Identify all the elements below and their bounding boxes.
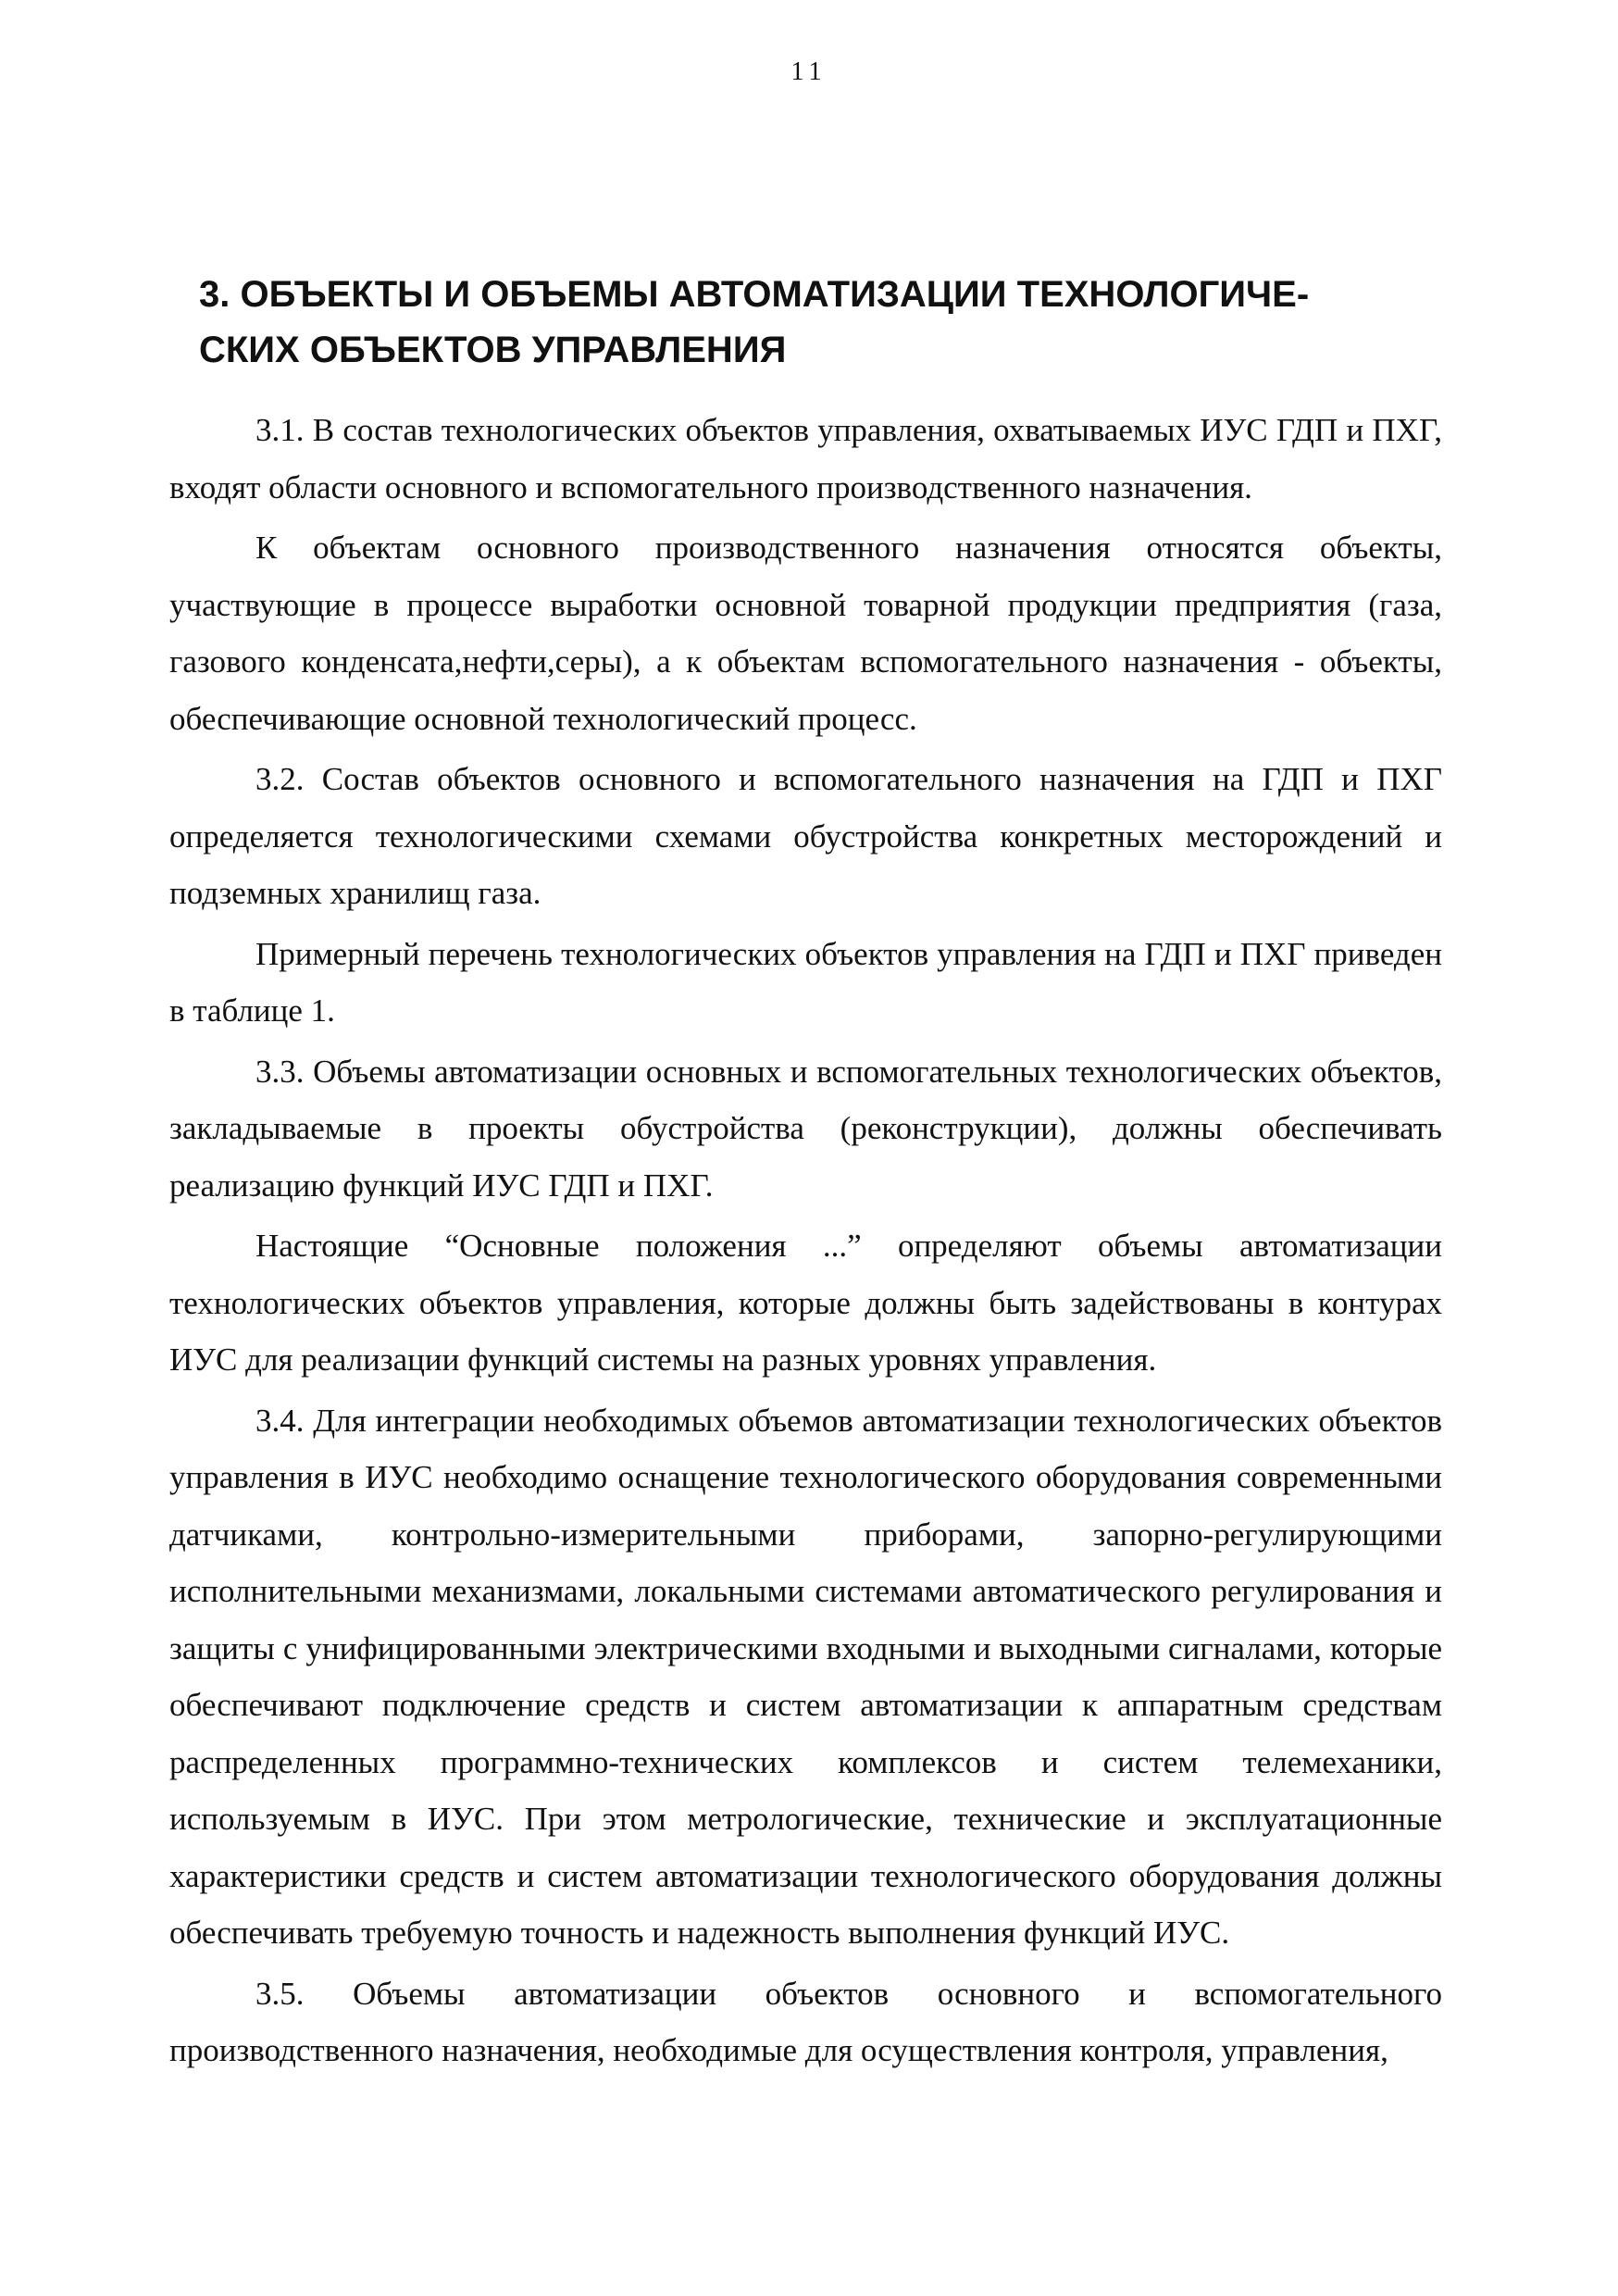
paragraph-main-provisions: Настоящие “Основные положения ...” определяют объемы автоматизации технологических объектов управления, которые должны быть задействованы в контурах ИУС для реализации функций системы на разных уровнях управления. bbox=[169, 1228, 1442, 1378]
paragraph-3-4: 3.4. Для интеграции необходимых объемов автоматизации технологических объектов управления в ИУС необходимо оснащение технологического оборудования современными датчиками, контрольно-измерительными приборами, запорно-регулирующими исполнительными механизмами, локальными системами автоматического регулирования и защиты с унифицированными электрическими входными и выходными сигналами, которые обеспечивают подключение средств и систем автоматизации к аппаратным средствам распределенных программно-технических комплексов и систем телемеханики, используемым в ИУС. При этом метрологические, технические и эксплуатационные характеристики средств и систем автоматизации технологического оборудования должны обеспечивать требуемую точность и надежность выполнения функций ИУС. bbox=[169, 1402, 1442, 1951]
section-heading-line-1: 3. ОБЪЕКТЫ И ОБЪЕМЫ АВТОМАТИЗАЦИИ ТЕХНОЛОГИЧЕ- bbox=[199, 274, 1310, 315]
paragraph-sample-list: Примерный перечень технологических объектов управления на ГДП и ПХГ приведен в таблице 1. bbox=[169, 935, 1442, 1029]
paragraph-3-5: 3.5. Объемы автоматизации объектов основного и вспомогательного производственного назначения, необходимые для осуществления контроля, управления, bbox=[169, 1975, 1442, 2068]
paragraph-main-objects: К объектам основного производственного назначения относятся объекты, участвующие в процессе выработки основной товарной продукции предприятия (газа, газового конденсата,нефти,серы), а к объектам вспомогательного назначения - объекты, обеспечивающие основной технологический процесс. bbox=[169, 530, 1442, 737]
paragraph-3-1: 3.1. В состав технологических объектов управления, охватываемых ИУС ГДП и ПХГ, входят области основного и вспомогательного производственного назначения. bbox=[169, 412, 1442, 505]
paragraph-3-3: 3.3. Объемы автоматизации основных и вспомогательных технологических объектов, закладываемые в проекты обустройства (реконструкции), должны обеспечивать реализацию функций ИУС ГДП и ПХГ. bbox=[169, 1053, 1442, 1204]
page-number: 11 bbox=[790, 57, 828, 86]
paragraph-3-2: 3.2. Состав объектов основного и вспомогательного назначения на ГДП и ПХГ определяется технологическими схемами обустройства конкретных месторождений и подземных хранилищ газа. bbox=[169, 761, 1442, 911]
body-text bbox=[169, 402, 1442, 2083]
section-heading bbox=[199, 267, 1495, 378]
section-heading-line-2: СКИХ ОБЪЕКТОВ УПРАВЛЕНИЯ bbox=[199, 330, 787, 370]
